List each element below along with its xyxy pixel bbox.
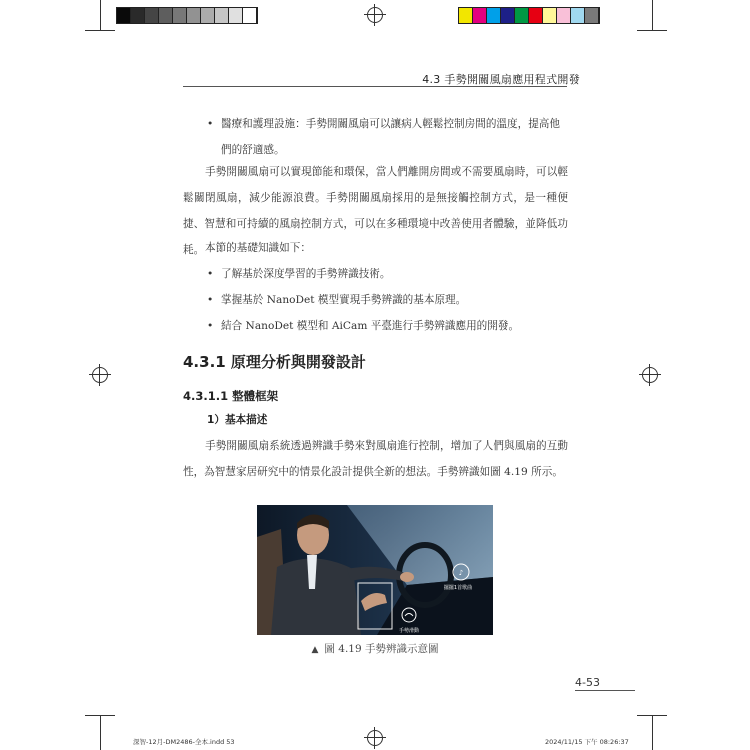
page-number: 4-53 — [575, 676, 600, 689]
color-swatch — [557, 8, 571, 23]
crop-mark-bottom-left — [100, 715, 101, 750]
paragraph-1-text: 手勢開關風扇可以實現節能和環保，當人們離開房間或不需要風扇時，可以輕鬆關閉風扇，減少能源浪費。手勢開關風扇採用的是無接觸控制方式，是一種便捷、智慧和可持續的風扇控制方式，可以在多種環境中改善使用者體驗，並降低功耗。 — [183, 166, 568, 256]
gray-swatch — [173, 8, 187, 23]
bullet-dot: • — [207, 268, 214, 280]
gray-swatch — [229, 8, 243, 23]
registration-mark-top — [364, 4, 386, 26]
crop-mark-top-left — [100, 0, 101, 30]
color-swatch — [571, 8, 585, 23]
registration-mark-right — [639, 364, 661, 386]
color-calibration-bar — [458, 7, 600, 24]
subsection-heading: 4.3.1.1 整體框架 — [183, 389, 279, 403]
section-heading: 4.3.1 原理分析與開發設計 — [183, 353, 366, 371]
bullet-item-1-text: 了解基於深度學習的手勢辨識技術。 — [221, 268, 391, 280]
paragraph-2 — [183, 235, 568, 261]
bullet-item-2-text: 掌握基於 NanoDet 模型實現手勢辨識的基本原理。 — [221, 294, 467, 306]
footer-file-name: 深智-12月-DM2486-全本.indd 53 — [133, 738, 235, 746]
bullet-dot: • — [207, 294, 214, 306]
color-swatch — [543, 8, 557, 23]
header-rule — [183, 86, 567, 87]
crop-mark-top-right-h — [637, 30, 667, 31]
running-header: 4.3 手勢開關風扇應用程式開發 — [422, 73, 580, 86]
crop-mark-bottom-right — [652, 715, 653, 750]
bullet-item-3 — [207, 313, 567, 339]
bullet-item-2 — [207, 287, 567, 313]
color-swatch — [529, 8, 543, 23]
gray-swatch — [145, 8, 159, 23]
subsubsection-heading: 1）基本描述 — [207, 414, 268, 426]
color-swatch — [459, 8, 473, 23]
svg-text:♪: ♪ — [458, 569, 464, 577]
registration-mark-bottom — [364, 727, 386, 749]
paragraph-3 — [183, 433, 568, 485]
figure-illustration — [257, 505, 493, 635]
bullet-dot: • — [207, 320, 214, 332]
triangle-icon: ▲ — [311, 645, 319, 655]
bullet-dot: • — [207, 118, 214, 130]
gray-swatch — [215, 8, 229, 23]
gray-swatch — [243, 8, 257, 23]
color-swatch — [473, 8, 487, 23]
gesture-recognition-figure — [257, 505, 493, 635]
gray-calibration-bar — [116, 7, 258, 24]
gray-swatch — [201, 8, 215, 23]
crop-mark-bottom-left-h — [85, 715, 115, 716]
crop-mark-top-right — [652, 0, 653, 30]
bullet-medical — [207, 111, 567, 163]
crop-mark-bottom-right-h — [637, 715, 667, 716]
color-swatch — [585, 8, 599, 23]
color-swatch — [487, 8, 501, 23]
bullet-medical-text: 醫療和護理設施：手勢開關風扇可以讓病人輕鬆控制房間的溫度，提高他們的舒適感。 — [221, 118, 560, 156]
page-number-rule — [575, 690, 635, 691]
footer-timestamp: 2024/11/15 下午 08:26:37 — [545, 738, 629, 746]
registration-mark-left — [89, 364, 111, 386]
figure-caption-text: 圖 4.19 手勢辨識示意圖 — [324, 643, 439, 655]
bullet-item-3-text: 結合 NanoDet 模型和 AiCam 平臺進行手勢辨識應用的開發。 — [221, 320, 520, 332]
gray-swatch — [159, 8, 173, 23]
overlay-label-1: 擺擺1首歌曲 — [443, 585, 473, 591]
overlay-label-2: 手勢滑動 — [398, 628, 420, 634]
color-swatch — [501, 8, 515, 23]
crop-mark-top-left-h — [85, 30, 115, 31]
figure-caption — [0, 641, 750, 656]
paragraph-2-text: 本節的基礎知識如下： — [205, 242, 311, 254]
paragraph-3-text: 手勢開關風扇系統透過辨識手勢來對風扇進行控制，增加了人們與風扇的互動性，為智慧家居研究中的情景化設計提供全新的想法。手勢辨識如圖 4.19 所示。 — [183, 440, 568, 478]
bullet-item-1 — [207, 261, 567, 287]
color-swatch — [515, 8, 529, 23]
gray-swatch — [131, 8, 145, 23]
gray-swatch — [187, 8, 201, 23]
gray-swatch — [117, 8, 131, 23]
